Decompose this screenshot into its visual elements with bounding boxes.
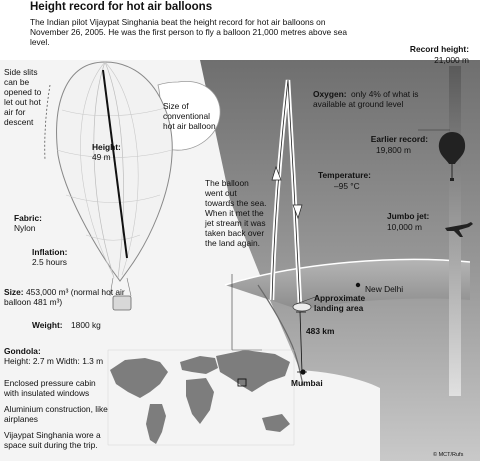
earlier-record-label: Earlier record: [370,134,428,144]
flight-note: The balloon went out towards the sea. When it met the jet stream it was taken back over the land again. [205,178,267,248]
size-value: 453,000 m³ (normal hot air balloon 481 m³) [4,287,125,307]
inflation-label: Inflation: [32,247,68,257]
size-label: Size: [4,287,24,297]
height-label: Height: [92,142,121,152]
gondola-note-aluminium: Aluminium construction, like airplanes [4,404,108,424]
distance-label: 483 km [306,326,335,336]
new-delhi-label: New Delhi [365,284,404,294]
credit: © MCT/Rufs [433,452,464,458]
gondola-note-cabin: Enclosed pressure cabin with insulated windows [4,378,96,398]
temperature-label: Temperature: [318,170,371,180]
earlier-record-value: 19,800 m [376,145,411,155]
mumbai-dot [300,369,305,374]
fabric-label: Fabric: [14,213,42,223]
mumbai-label: Mumbai [291,378,323,388]
landing-area-label: Approximate landing area [314,293,366,313]
record-height-value: 21,000 m [434,55,469,65]
height-value: 49 m [92,152,111,162]
jumbo-jet-label: Jumbo jet: [387,211,430,221]
page-title: Height record for hot air balloons [30,1,213,13]
temperature-value: –95 °C [334,181,360,191]
jumbo-jet-value: 10,000 m [387,222,422,232]
inflation-value: 2.5 hours [32,257,67,267]
side-slits-note: Side slits can be opened to let out hot air for descent [4,67,42,127]
new-delhi-dot [356,283,360,287]
oxygen-label: Oxygen: [313,89,347,99]
weight-value: 1800 kg [71,320,101,330]
gondola-dims: Height: 2.7 m Width: 1.3 m [4,356,104,366]
fabric-value: Nylon [14,223,36,233]
gondola-label: Gondola: [4,346,41,356]
conventional-balloon-note: Size of conventional hot air balloon [163,101,216,131]
intro-text: The Indian pilot Vijaypat Singhania beat the height record for hot air balloons on November 26, 2005. He was the first person to fly a balloon 21,000 metres above sea level. [30,17,348,47]
landing-area [293,303,311,311]
record-height-label: Record height: [409,44,469,54]
gondola-note-suit: Vijaypat Singhania wore a space suit during the trip. [4,430,101,450]
oxygen-text: only 4% of what is available at ground level [313,89,419,109]
weight-label: Weight: [32,320,63,330]
